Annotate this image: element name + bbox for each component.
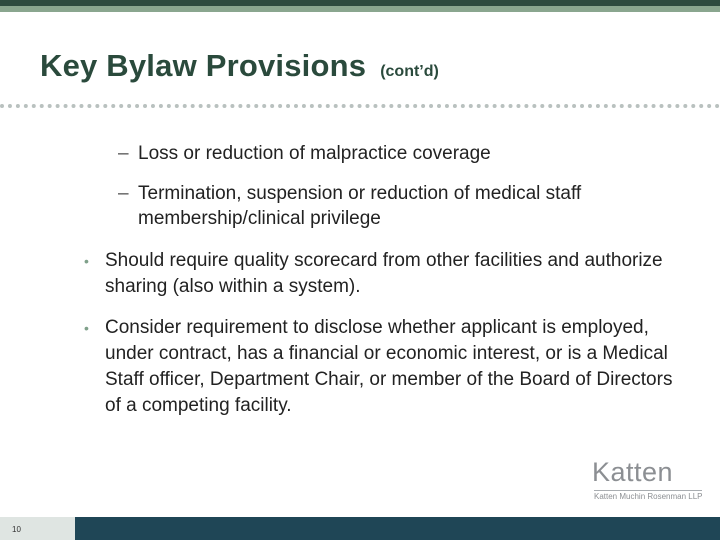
sub-item [118,141,658,166]
logo-rule [594,490,702,491]
title-suffix: (cont’d) [380,63,439,80]
dash-marker: – [118,143,129,164]
dash-marker: – [118,183,129,204]
sub-item-text: Loss or reduction of malpractice coverage [138,143,491,164]
bullet-text: Should require quality scorecard from other facilities and authorize sharing (also within a system). [105,250,663,297]
page-number: 10 [12,525,21,534]
sub-item [118,181,658,231]
bullet-item [84,315,675,419]
footer-bar [75,517,720,540]
logo-tagline: Katten Muchin Rosenman LLP [594,492,703,501]
slide-title [40,48,439,84]
top-accent-bar-light [0,6,720,12]
title-text: Key Bylaw Provisions [40,48,367,83]
bullet-marker: • [84,320,89,336]
katten-logo [592,457,707,502]
logo-wordmark: Katten [592,457,674,487]
title-divider [0,104,720,108]
bullet-marker: • [84,253,89,269]
bullet-text: Consider requirement to disclose whether applicant is employed, under contract, has a financial or economic interest, or is a Medical Staff officer, Department Chair, or member of the Board of Directors of a competing facility. [105,317,673,416]
sub-item-text: Termination, suspension or reduction of medical staff membership/clinical privilege [138,183,582,229]
bullet-item [84,248,675,300]
